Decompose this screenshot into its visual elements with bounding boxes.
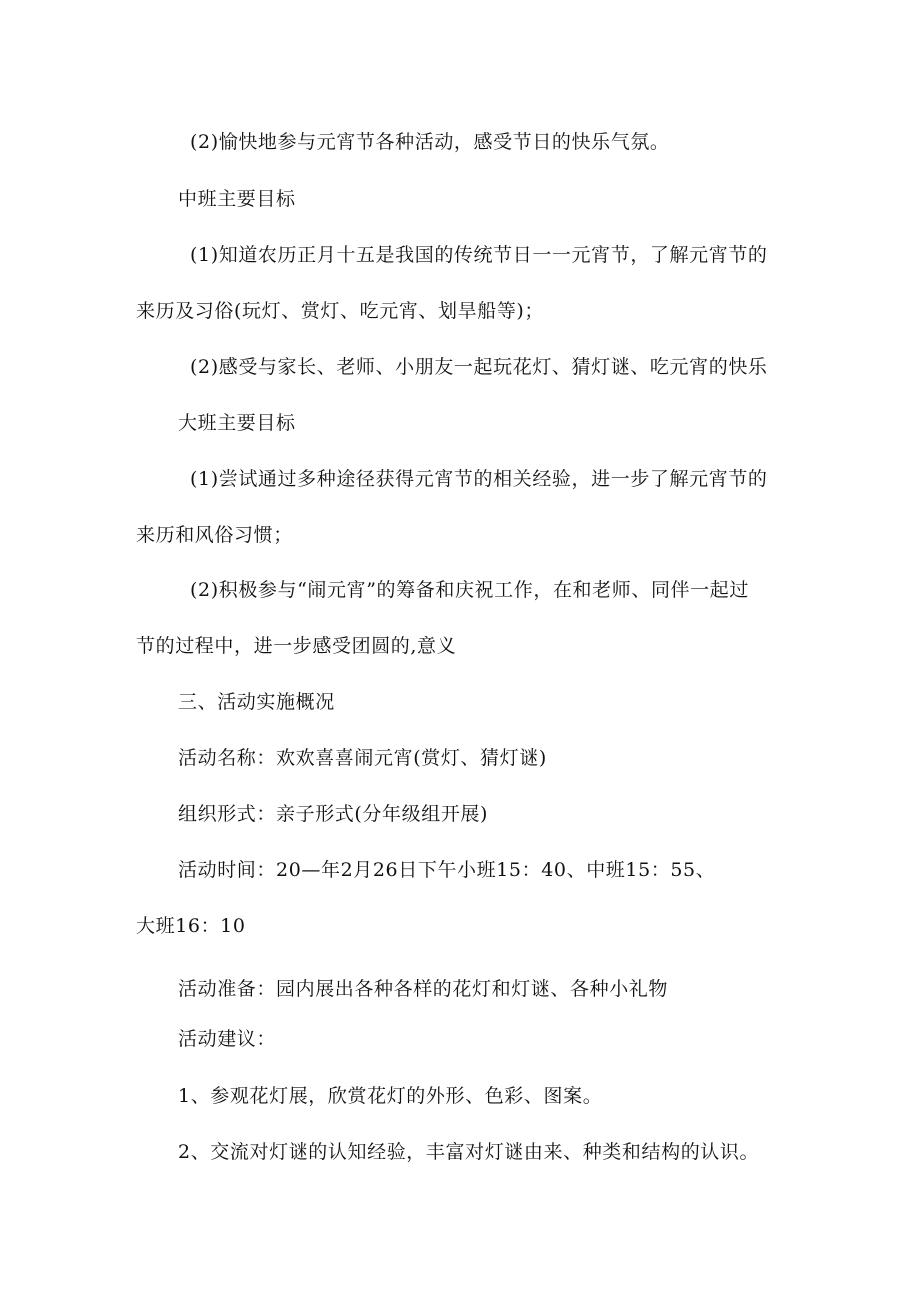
- text-line: 来历及习俗(玩灯、赏灯、吃元宵、划旱船等)；: [136, 300, 545, 322]
- section-heading: 中班主要目标: [178, 188, 296, 210]
- text-line: (1)尝试通过多种途径获得元宵节的相关经验，进一步了解元宵节的: [190, 468, 768, 490]
- section-heading: 大班主要目标: [178, 412, 296, 434]
- text-line: 活动准备：园内展出各种各样的花灯和灯谜、各种小礼物: [178, 978, 669, 1000]
- text-line: 来历和风俗习惯；: [136, 524, 293, 546]
- text-line: (2)感受与家长、老师、小朋友一起玩花灯、猜灯谜、吃元宵的快乐: [190, 356, 768, 378]
- text-line: (1)知道农历正月十五是我国的传统节日一一元宵节，了解元宵节的: [190, 244, 768, 266]
- text-line: 1、参观花灯展，欣赏花灯的外形、色彩、图案。: [178, 1085, 603, 1107]
- text-line: (2)愉快地参与元宵节各种活动，感受节日的快乐气氛。: [190, 131, 670, 153]
- text-line: (2)积极参与“闹元宵”的筹备和庆祝工作，在和老师、同伴一起过: [190, 579, 749, 601]
- text-line: 2、交流对灯谜的认知经验，丰富对灯谜由来、种类和结构的认识。: [178, 1141, 760, 1163]
- text-line: 活动名称：欢欢喜喜闹元宵(赏灯、猜灯谜): [178, 747, 547, 769]
- text-line: 大班16：10: [136, 915, 246, 937]
- section-heading: 三、活动实施概况: [178, 691, 335, 713]
- text-line: 活动时间：20—年2月26日下午小班15：40、中班15：55、: [178, 859, 716, 881]
- text-line: 节的过程中，进一步感受团圆的,意义: [136, 635, 457, 657]
- text-line: 组织形式：亲子形式(分年级组开展): [178, 803, 489, 825]
- text-line: 活动建议：: [178, 1028, 277, 1050]
